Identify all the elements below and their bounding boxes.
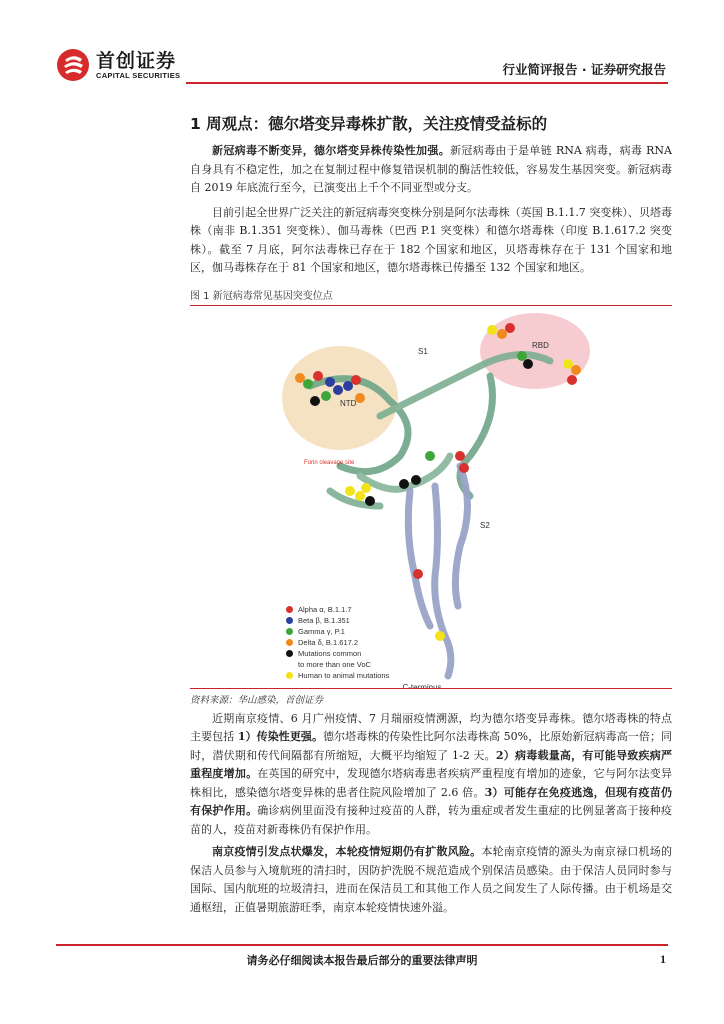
label-s2: S2: [480, 520, 490, 530]
company-name-en: CAPITAL SECURITIES: [96, 70, 181, 80]
report-type: 行业简评报告 · 证券研究报告: [502, 62, 666, 77]
section-title: 1 周观点：德尔塔变异毒株扩散，关注疫情受益标的: [190, 115, 548, 133]
legend-item-common-cont: to more than one VoC: [298, 659, 371, 669]
page-header: [0, 0, 724, 90]
figure-source: 资料来源：华山感染，首创证券: [190, 688, 672, 706]
page-number: 1: [660, 952, 666, 966]
spike-protein-diagram: [190, 306, 672, 688]
paragraph-3: 近期南京疫情、6 月广州疫情、7 月瑞丽疫情溯源，均为德尔塔变异毒株。德尔塔毒株的特点主要包括 1）传染性更强。德尔塔毒株的传染性比阿尔法毒株高 50%，比原始新冠病毒高一倍；同时，潜伏期和传代间隔都有所缩短，大概平均缩短了 1-2 天。2）病毒载量高，有可能导致疾病严重程度增加。在英国的研究中，发现德尔塔病毒患者疾病严重程度有增加的迹象，它与阿尔法变异株相比，感染德尔塔变异株的患者住院风险增加了 2.6 倍。3）可能存在免疫逃逸，但现有疫苗仍有保护作用。确诊病例里面没有接种过疫苗的人群，转为重症或者发生重症的比例显著高于接种疫苗的人，疫苗对新毒株仍有保护作用。: [190, 711, 673, 836]
paragraph-4: 南京疫情引发点状爆发，本轮疫情短期仍有扩散风险。本轮南京疫情的源头为南京禄口机场的保洁人员参与入境航班的清扫时，因防护洗脱不规范造成个别保洁员感染。由于保洁人员同时参与国际、国内航班的垃圾清扫，进而在保洁员工和其他工作人员之间发生了人际传播。由于机场是交通枢纽，正值暑期旅游旺季，南京本轮疫情快速外溢。: [190, 845, 673, 914]
label-ntd: NTD: [340, 398, 357, 408]
label-s1: S1: [418, 346, 428, 356]
legend-item-gamma: Gamma γ, P.1: [286, 626, 389, 637]
main-content: [190, 112, 672, 917]
figure-legend: [286, 604, 389, 681]
footer-divider: [56, 944, 668, 946]
company-name-cn: 首创证券: [96, 49, 177, 72]
legend-item-delta: Delta δ, B.1.617.2: [286, 637, 389, 648]
gamma-dot-icon: [286, 628, 293, 635]
beta-dot-icon: [286, 617, 293, 624]
header-divider: [186, 82, 668, 84]
legend-item-common: Mutations common: [286, 648, 389, 659]
human-animal-dot-icon: [286, 672, 293, 679]
legend-item-beta: Beta β, B.1.351: [286, 615, 389, 626]
paragraph-1-lead: 新冠病毒不断变异，德尔塔变异株传染性加强。: [212, 144, 451, 157]
label-c-terminus: C-terminus: [402, 682, 442, 688]
footer-disclaimer: 请务必仔细阅读本报告最后部分的重要法律声明: [246, 954, 478, 967]
label-rbd: RBD: [532, 340, 549, 350]
spike-protein-figure: [190, 306, 672, 688]
figure-caption: 图 1 新冠病毒常见基因突变位点: [190, 285, 672, 306]
alpha-dot-icon: [286, 606, 293, 613]
ntd-region: [282, 346, 398, 450]
paragraph-2: 目前引起全世界广泛关注的新冠病毒突变株分别是阿尔法毒株（英国 B.1.1.7 突变株）、贝塔毒株（南非 B.1.351 突变株）、伽马毒株（巴西 P.1 突变株）和德尔塔毒株（印度 B.1.617.2 突变株）。截至 7 月底，阿尔法毒株已存在于 182 个国家和地区，贝塔毒株存在于 131 个国家和地区，伽马毒株存在于 81 个国家和地区，德尔塔毒株已传播至 132 个国家和地区。: [190, 205, 672, 274]
common-dot-icon: [286, 650, 293, 657]
label-furin: Furin cleavage site: [304, 459, 355, 466]
company-logo: [56, 48, 180, 82]
legend-item-human-animal: Human to animal mutations: [286, 670, 389, 681]
paragraph-1-text: 新冠病毒由于是单链 RNA 病毒，病毒 RNA 自身具有不稳定性，加之在复制过程中修复错误机制的酶活性较低，容易发生基因突变。新冠病毒自 2019 年底流行至今，已演变出上千个不同亚型或分支。: [190, 144, 672, 194]
paragraph-1: [190, 142, 672, 198]
logo-emblem-icon: [56, 48, 90, 82]
legend-item-alpha: Alpha α, B.1.1.7: [286, 604, 389, 615]
delta-dot-icon: [286, 639, 293, 646]
